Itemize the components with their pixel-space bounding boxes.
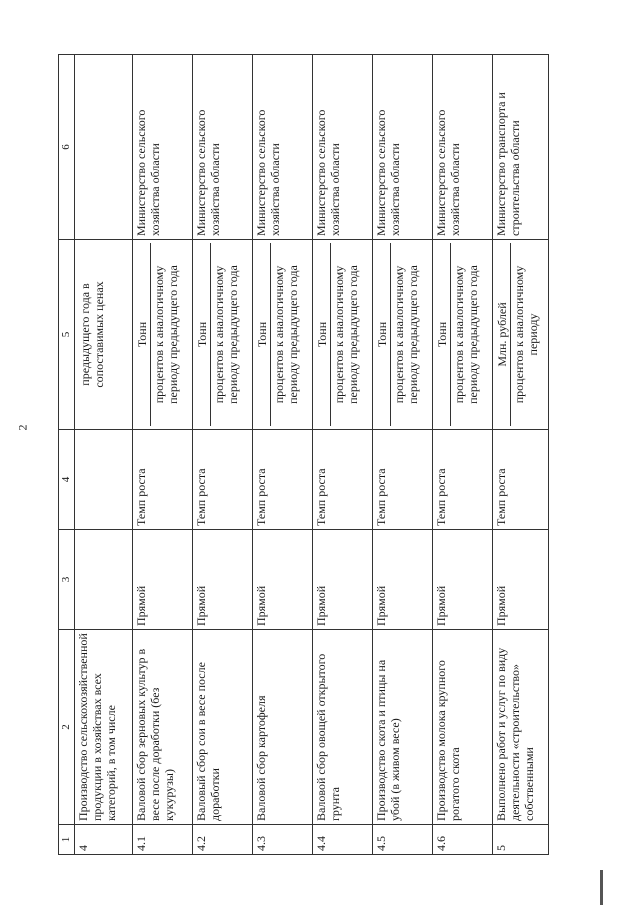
responsible-body: Министерство сельского хозяйства области xyxy=(312,55,372,240)
units-cell xyxy=(74,240,132,430)
units-cell xyxy=(252,240,312,430)
indicator-type: Прямой xyxy=(192,530,252,630)
indicator-kind: Темп роста xyxy=(132,430,192,530)
unit-measure: Тонн xyxy=(434,243,451,426)
indicator-kind: Темп роста xyxy=(492,430,548,530)
row-number: 4.1 xyxy=(132,825,192,855)
indicator-type: Прямой xyxy=(132,530,192,630)
column-number: 2 xyxy=(59,630,75,825)
table-row xyxy=(132,55,192,855)
indicator-name: Выполнено работ и услуг по виду деятельности «строительство» собственными xyxy=(492,630,548,825)
unit-measure: Тонн xyxy=(254,243,271,426)
indicators-table xyxy=(58,54,549,855)
units-cell xyxy=(492,240,548,430)
row-number: 5 xyxy=(492,825,548,855)
unit-comparison: процентов к аналогичному периоду предыдущего года xyxy=(392,265,421,404)
responsible-body xyxy=(74,55,132,240)
indicator-type: Прямой xyxy=(432,530,492,630)
units-cell xyxy=(312,240,372,430)
indicator-kind: Темп роста xyxy=(252,430,312,530)
responsible-body: Министерство сельского хозяйства области xyxy=(252,55,312,240)
indicator-type: Прямой xyxy=(252,530,312,630)
units-cell xyxy=(132,240,192,430)
table-row xyxy=(312,55,372,855)
column-number: 3 xyxy=(59,530,75,630)
indicator-kind: Темп роста xyxy=(432,430,492,530)
column-number: 5 xyxy=(59,240,75,430)
unit-measure: Тонн xyxy=(134,243,151,426)
indicator-name: Производство скота и птицы на убой (в живом весе) xyxy=(372,630,432,825)
indicator-name: Производство сельскохозяйственной продукции в хозяйствах всех категорий, в том числе xyxy=(74,630,132,825)
indicator-name: Валовой сбор картофеля xyxy=(252,630,312,825)
table-row xyxy=(252,55,312,855)
carry-over-note: предыдущего года в сопоставимых ценах xyxy=(77,281,107,388)
column-number: 4 xyxy=(59,430,75,530)
indicator-name: Валовой сбор зерновых культур в весе после доработки (без кукурузы) xyxy=(132,630,192,825)
column-number: 1 xyxy=(59,825,75,855)
responsible-body: Министерство сельского хозяйства области xyxy=(192,55,252,240)
rotated-table-wrapper xyxy=(58,55,558,855)
binder-mark xyxy=(600,870,603,905)
table-row xyxy=(74,55,132,855)
indicator-type xyxy=(74,530,132,630)
indicator-kind: Темп роста xyxy=(192,430,252,530)
row-number: 4.3 xyxy=(252,825,312,855)
units-cell xyxy=(192,240,252,430)
unit-comparison: процентов к аналогичному периоду предыдущего года xyxy=(452,265,481,404)
unit-comparison: процентов к аналогичному периоду предыдущего года xyxy=(152,265,181,404)
indicator-kind: Темп роста xyxy=(372,430,432,530)
column-number-row xyxy=(59,55,75,855)
column-number: 6 xyxy=(59,55,75,240)
units-cell xyxy=(372,240,432,430)
indicator-type: Прямой xyxy=(492,530,548,630)
unit-measure: Тонн xyxy=(374,243,391,426)
unit-measure: Тонн xyxy=(194,243,211,426)
table-row xyxy=(372,55,432,855)
unit-comparison: процентов к аналогичному периоду xyxy=(512,265,541,404)
unit-comparison: процентов к аналогичному периоду предыдущего года xyxy=(212,265,241,404)
indicator-name: Производство молока крупного рогатого скота xyxy=(432,630,492,825)
row-number: 4 xyxy=(74,825,132,855)
table-row xyxy=(432,55,492,855)
unit-comparison: процентов к аналогичному периоду предыдущего года xyxy=(332,265,361,404)
indicator-kind: Темп роста xyxy=(312,430,372,530)
row-number: 4.6 xyxy=(432,825,492,855)
indicator-type: Прямой xyxy=(312,530,372,630)
unit-comparison: процентов к аналогичному периоду предыдущего года xyxy=(272,265,301,404)
page-number: 2 xyxy=(15,424,30,431)
units-cell xyxy=(432,240,492,430)
responsible-body: Министерство транспорта и строительства области xyxy=(492,55,548,240)
unit-measure: Млн. рублей xyxy=(494,243,511,426)
indicator-kind xyxy=(74,430,132,530)
responsible-body: Министерство сельского хозяйства области xyxy=(372,55,432,240)
indicator-name: Валовый сбор сои в весе после доработки xyxy=(192,630,252,825)
table-row xyxy=(192,55,252,855)
indicator-type: Прямой xyxy=(372,530,432,630)
table-row xyxy=(492,55,548,855)
row-number: 4.2 xyxy=(192,825,252,855)
unit-measure: Тонн xyxy=(314,243,331,426)
row-number: 4.4 xyxy=(312,825,372,855)
responsible-body: Министерство сельского хозяйства области xyxy=(132,55,192,240)
indicator-name: Валовой сбор овощей открытого грунта xyxy=(312,630,372,825)
row-number: 4.5 xyxy=(372,825,432,855)
responsible-body: Министерство сельского хозяйства области xyxy=(432,55,492,240)
